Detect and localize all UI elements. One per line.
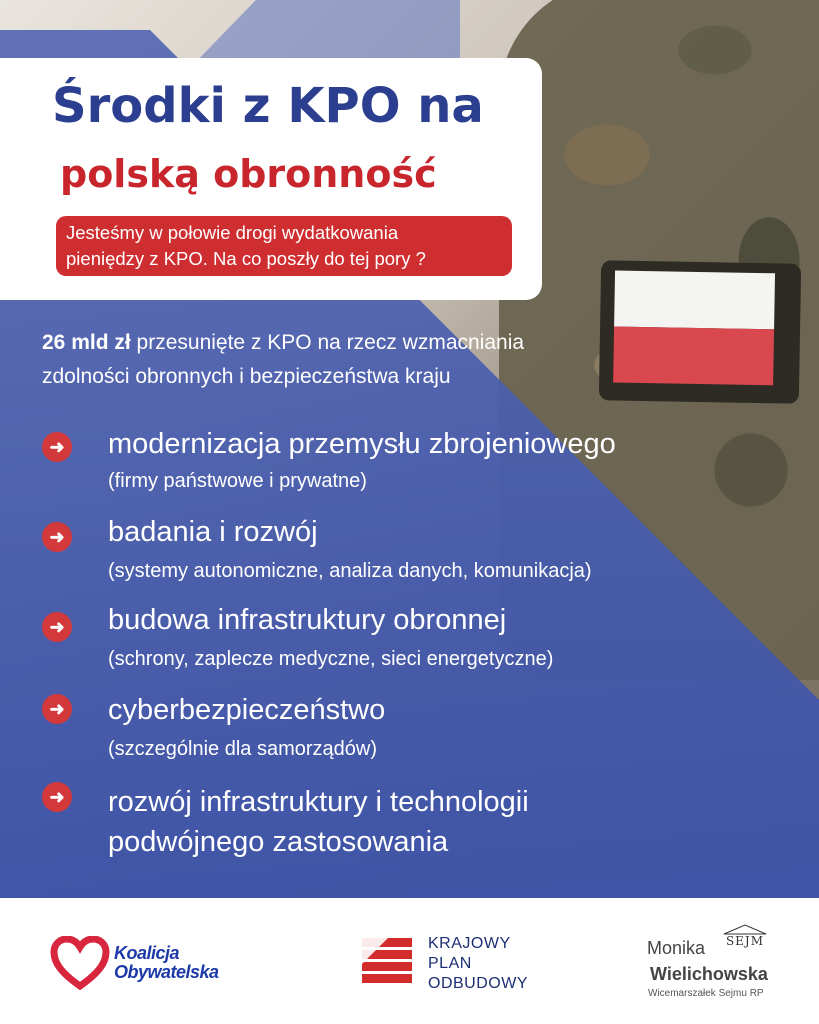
list-item-title: cyberbezpieczeństwo bbox=[108, 694, 386, 726]
list-item-subtitle: podwójnego zastosowania bbox=[108, 826, 449, 858]
list-item-title: modernizacja przemysłu zbrojeniowego bbox=[108, 428, 616, 460]
list-item-subtitle: (systemy autonomiczne, analiza danych, komunikacja) bbox=[108, 560, 592, 582]
heart-icon bbox=[50, 936, 110, 990]
list-item-title: rozwój infrastruktury i technologii bbox=[108, 786, 529, 818]
subtitle-line-2: pieniędzy z KPO. Na co poszły do tej pory ? bbox=[66, 248, 426, 269]
intro-amount: 26 mld zł bbox=[42, 331, 131, 354]
kpo-line-3: ODBUDOWY bbox=[428, 975, 528, 992]
person-last-name: Wielichowska bbox=[650, 964, 768, 984]
list-item-title: budowa infrastruktury obronnej bbox=[108, 604, 507, 636]
list-item-subtitle: (schrony, zaplecze medyczne, sieci energetyczne) bbox=[108, 648, 554, 670]
person-role: Wicemarszałek Sejmu RP bbox=[648, 988, 764, 999]
sejm-label: SEJM bbox=[725, 934, 765, 948]
list-item-title: badania i rozwój bbox=[108, 516, 318, 548]
arrow-right-icon: ➜ bbox=[42, 694, 72, 724]
stacked-bars-icon bbox=[362, 934, 416, 992]
monika-wielichowska-signature bbox=[640, 926, 790, 1006]
kpo-line-1: KRAJOWY bbox=[428, 935, 511, 952]
subtitle-line-1: Jesteśmy w połowie drogi wydatkowania bbox=[66, 222, 399, 243]
list-item-subtitle: (szczególnie dla samorządów) bbox=[108, 738, 378, 760]
subtitle-box bbox=[56, 216, 512, 276]
person-first-name: Monika bbox=[647, 938, 706, 958]
koalicja-obywatelska-logo bbox=[50, 936, 250, 992]
list-item-subtitle: (firmy państwowe i prywatne) bbox=[108, 470, 367, 492]
krajowy-plan-odbudowy-logo bbox=[362, 934, 562, 994]
intro-line-2: zdolności obronnych i bezpieczeństwa kraju bbox=[42, 365, 451, 388]
ko-line-1: Koalicja bbox=[114, 943, 180, 963]
footer bbox=[0, 898, 819, 1024]
title-line-2: polską obronność bbox=[60, 152, 437, 196]
arrow-right-icon: ➜ bbox=[42, 612, 72, 642]
arrow-right-icon: ➜ bbox=[42, 782, 72, 812]
intro-line-1: przesunięte z KPO na rzecz wzmacniania bbox=[130, 331, 525, 354]
title-line-1: Środki z KPO na bbox=[52, 78, 484, 134]
ko-line-2: Obywatelska bbox=[114, 962, 219, 982]
arrow-right-icon: ➜ bbox=[42, 522, 72, 552]
intro-text bbox=[42, 326, 662, 394]
kpo-line-2: PLAN bbox=[428, 955, 472, 972]
arrow-right-icon: ➜ bbox=[42, 432, 72, 462]
sejm-building-icon bbox=[720, 922, 770, 958]
